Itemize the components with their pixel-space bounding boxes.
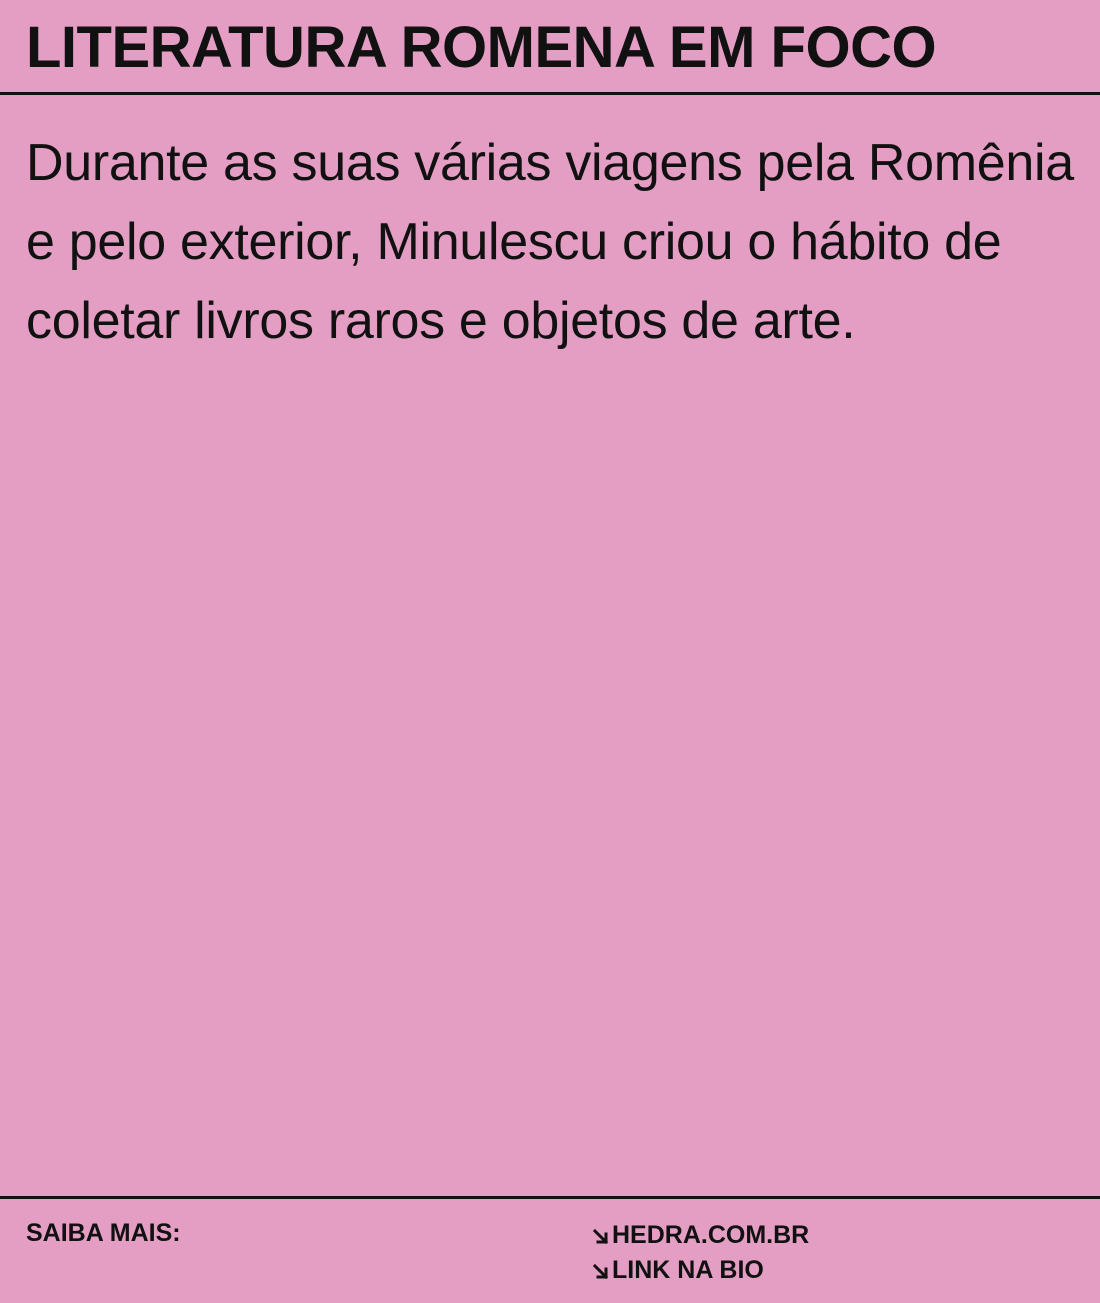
bio-link-label: LINK NA BIO (612, 1255, 764, 1284)
bio-link[interactable] (592, 1252, 809, 1287)
footer-bar (0, 1196, 1100, 1303)
arrow-down-right-icon (592, 1263, 610, 1281)
footer-links (592, 1217, 809, 1287)
footer-label: SAIBA MAIS: (26, 1219, 181, 1247)
arrow-down-right-icon (592, 1228, 610, 1246)
website-link[interactable] (592, 1217, 809, 1252)
website-link-label: HEDRA.COM.BR (612, 1220, 810, 1249)
body-text: Durante as suas várias viagens pela Romênia e pelo exterior, Minulescu criou o hábito de coletar livros raros e objetos de arte. (26, 134, 1074, 350)
page-title: LITERATURA ROMENA EM FOCO (26, 15, 937, 80)
header-bar (0, 0, 1100, 95)
